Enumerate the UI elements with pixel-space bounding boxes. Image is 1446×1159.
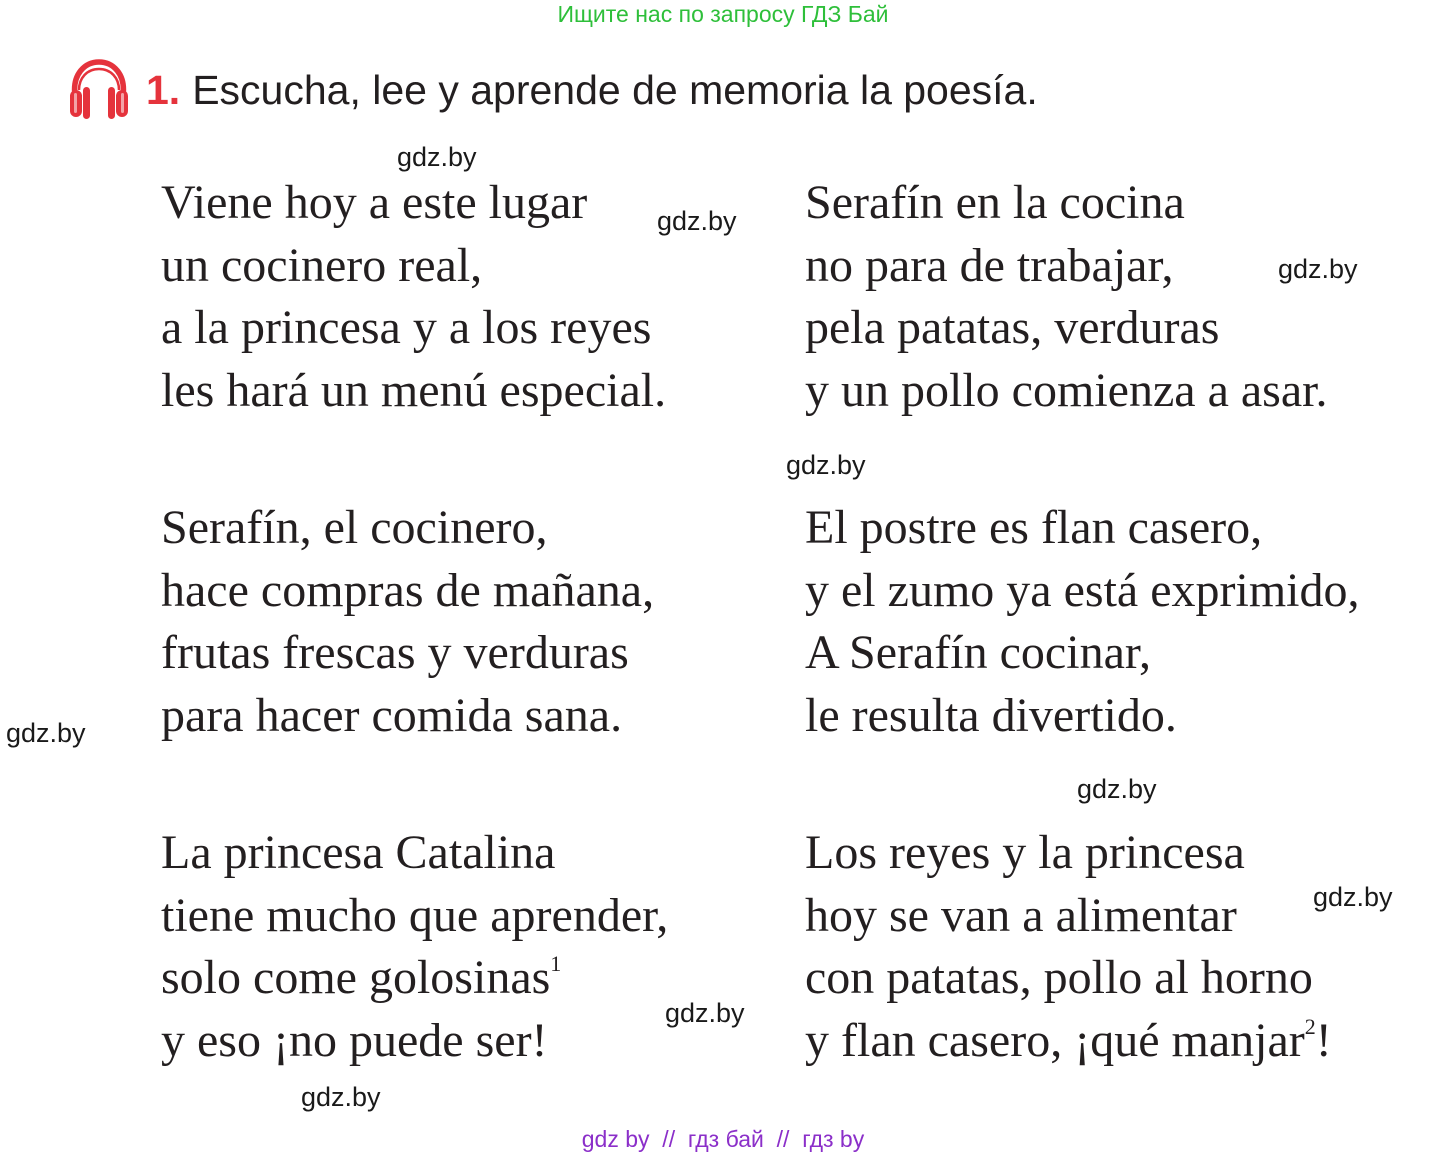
watermark: gdz.by: [397, 142, 477, 172]
exercise-instruction: Escucha, lee y aprende de memoria la poesía.: [192, 67, 1038, 113]
poem-line: y un pollo comienza a asar.: [805, 363, 1328, 417]
poem-line: frutas frescas y verduras: [161, 626, 629, 679]
poem-line-end: !: [1315, 1013, 1332, 1067]
poem-line: hace compras de mañana,: [161, 563, 655, 617]
poem-line: con patatas, pollo al horno: [805, 951, 1313, 1004]
poem-line: Serafín, el cocinero,: [161, 501, 548, 554]
poem-line-text: solo come golosinas: [161, 951, 551, 1004]
poem-line: les hará un menú especial.: [161, 363, 667, 417]
stanza-4: [805, 497, 1360, 747]
poem-line: y el zumo ya está exprimido,: [805, 563, 1360, 617]
poem-line: La princesa Catalina: [161, 826, 556, 879]
poem-line: Viene hoy a este lugar: [161, 176, 588, 229]
stanza-2: [805, 172, 1328, 422]
watermark: gdz.by: [1077, 774, 1157, 804]
footer-site-note: gdz by // гдз бай // гдз by: [581, 1126, 865, 1152]
poem-line: para hacer comida sana.: [161, 688, 623, 742]
stanza-3: [161, 497, 654, 747]
poem-line: no para de trabajar,: [805, 238, 1174, 292]
poem-line: [805, 1010, 1332, 1073]
poem-line: un cocinero real,: [161, 238, 483, 292]
poem-line: le resulta divertido.: [805, 688, 1177, 742]
poem-line: hoy se van a alimentar: [805, 888, 1237, 942]
poem-line-text: y flan casero, ¡qué manjar: [805, 1013, 1305, 1067]
poem-line: Serafín en la cocina: [805, 176, 1185, 229]
poem-line: [161, 947, 668, 1010]
watermark: gdz.by: [1313, 882, 1393, 912]
watermark: gdz.by: [786, 450, 866, 480]
poem-line: y eso ¡no puede ser!: [161, 1013, 548, 1067]
watermark: gdz.by: [1278, 254, 1358, 284]
stanza-5: [161, 822, 668, 1072]
stanza-1: [161, 172, 666, 422]
footnote-mark: 1: [550, 951, 562, 976]
poem-line: A Serafín cocinar,: [805, 626, 1151, 679]
watermark: gdz.by: [657, 206, 737, 236]
poem-line: pela patatas, verduras: [805, 301, 1220, 354]
footnote-mark: 2: [1304, 1013, 1316, 1039]
stanza-6: [805, 822, 1332, 1072]
watermark: gdz.by: [665, 998, 745, 1028]
poem-line: tiene mucho que aprender,: [161, 888, 669, 942]
top-search-note: Ищите нас по запросу ГДЗ Бай: [557, 1, 889, 27]
watermark: gdz.by: [301, 1082, 381, 1112]
watermark: gdz.by: [6, 718, 86, 748]
exercise-number: 1.: [146, 67, 181, 113]
poem-line: a la princesa y a los reyes: [161, 301, 652, 354]
headphones-icon[interactable]: [66, 56, 132, 122]
exercise-title: [146, 66, 1038, 114]
poem-line: Los reyes y la princesa: [805, 826, 1245, 879]
poem-line: El postre es flan casero,: [805, 501, 1263, 554]
